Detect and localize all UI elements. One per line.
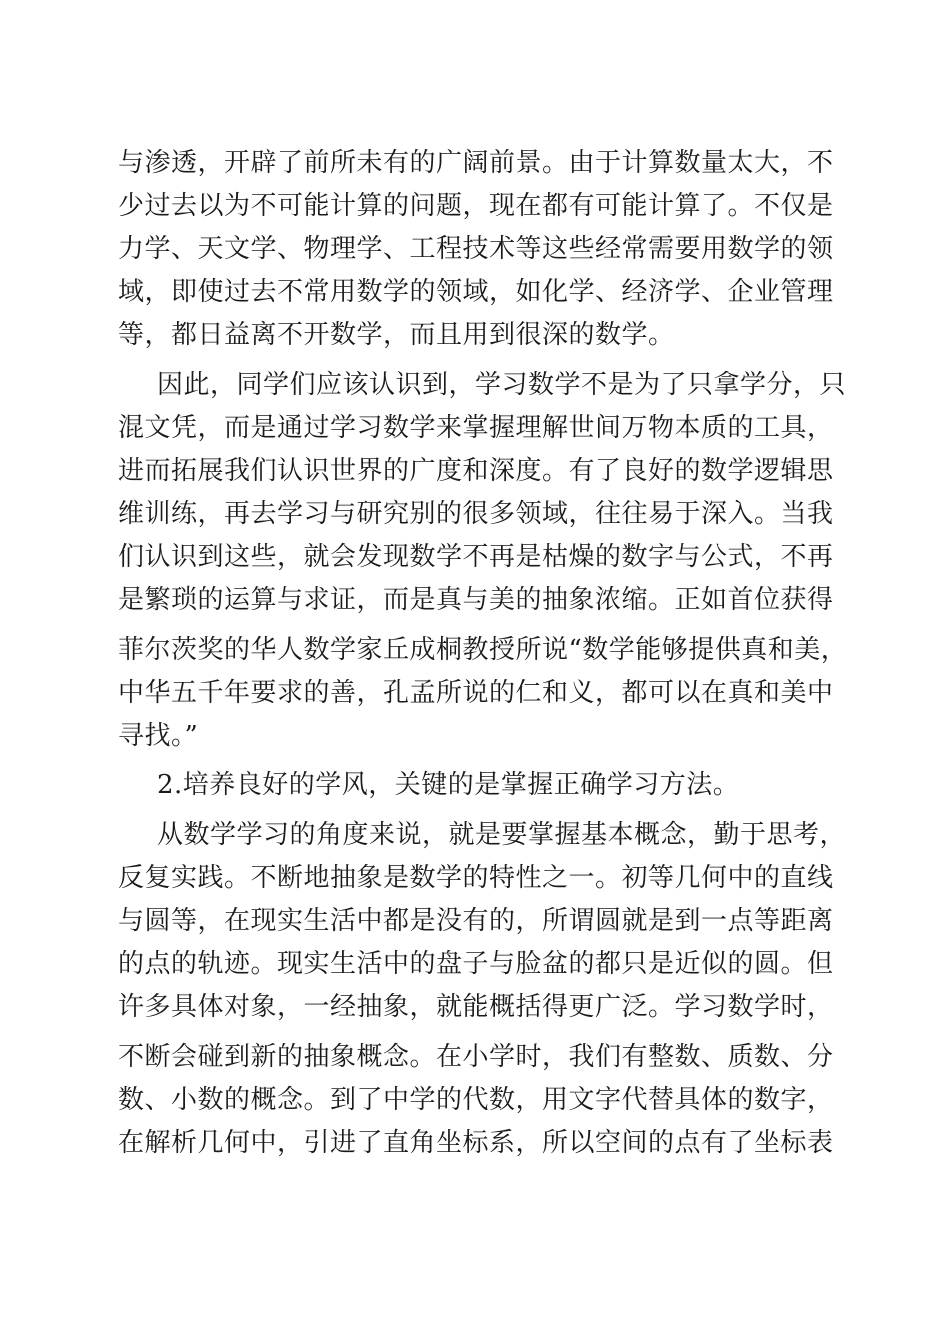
text-line: 与渗透，开辟了前所未有的广阔前景。由于计算数量太大，不: [118, 148, 834, 178]
text-line: 维训练，再去学习与研究别的很多领域，往往易于深入。当我: [118, 499, 834, 529]
text-line: 与圆等，在现实生活中都是没有的，所谓圆就是到一点等距离: [118, 906, 834, 936]
text-line: 中华五千年要求的善，孔孟所说的仁和义，都可以在真和美中: [118, 678, 834, 708]
text-line: 不断会碰到新的抽象概念。在小学时，我们有整数、质数、分: [118, 1042, 834, 1072]
paragraph-start-line: 因此，同学们应该认识到，学习数学不是为了只拿学分，只: [157, 370, 847, 400]
text-line: 力学、天文学、物理学、工程技术等这些经常需要用数学的领: [118, 234, 834, 264]
paragraph-start-line: 从数学学习的角度来说，就是要掌握基本概念，勤于思考，: [157, 820, 847, 850]
text-line: 数、小数的概念。到了中学的代数，用文字代替具体的数字，: [118, 1085, 834, 1115]
text-line: 进而拓展我们认识世界的广度和深度。有了良好的数学逻辑思: [118, 456, 834, 486]
text-line: 在解析几何中，引进了直角坐标系，所以空间的点有了坐标表: [118, 1128, 834, 1158]
text-line: 等，都日益离不开数学，而且用到很深的数学。: [118, 320, 675, 350]
text-line: 域，即使过去不常用数学的领域，如化学、经济学、企业管理: [118, 277, 834, 307]
text-line: 的点的轨迹。现实生活中的盘子与脸盆的都只是近似的圆。但: [118, 949, 834, 979]
text-line: 们认识到这些，就会发现数学不再是枯燥的数字与公式，不再: [118, 542, 834, 572]
text-line: 少过去以为不可能计算的问题，现在都有可能计算了。不仅是: [118, 191, 834, 221]
section-heading: 2.培养良好的学风，关键的是掌握正确学习方法。: [157, 770, 740, 800]
text-line: 混文凭，而是通过学习数学来掌握理解世间万物本质的工具，: [118, 413, 834, 443]
text-line: 寻找。”: [118, 721, 199, 751]
text-line: 是繁琐的运算与求证，而是真与美的抽象浓缩。正如首位获得: [118, 585, 834, 615]
text-line: 菲尔茨奖的华人数学家丘成桐教授所说“数学能够提供真和美，: [118, 635, 848, 665]
text-line: 反复实践。不断地抽象是数学的特性之一。初等几何中的直线: [118, 863, 834, 893]
text-line: 许多具体对象，一经抽象，就能概括得更广泛。学习数学时，: [118, 992, 834, 1022]
